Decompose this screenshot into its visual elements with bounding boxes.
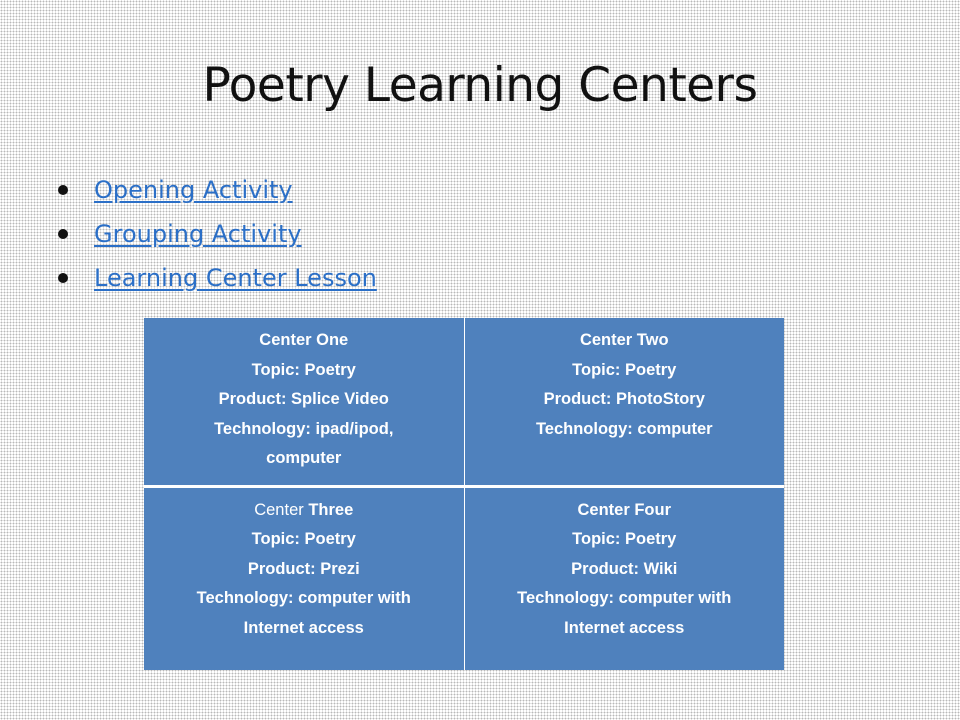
bullet-icon — [58, 273, 68, 283]
center-four-cell — [464, 486, 784, 670]
center-topic: Topic: Poetry — [251, 360, 356, 379]
list-item — [58, 256, 377, 300]
center-three-cell — [144, 486, 464, 670]
center-one-cell — [144, 318, 464, 486]
centers-table — [144, 318, 784, 670]
bullet-icon — [58, 229, 68, 239]
center-name: Center One — [259, 331, 349, 349]
center-product: Product: PhotoStory — [543, 390, 705, 408]
center-technology-continued: Internet access — [564, 618, 685, 637]
center-name-prefix: Center — [254, 500, 304, 519]
opening-activity-link[interactable]: Opening Activity — [94, 176, 293, 204]
center-name: Center Four — [577, 500, 671, 519]
list-item — [58, 212, 377, 256]
center-product: Product: Splice Video — [218, 390, 389, 408]
link-list — [58, 168, 377, 300]
table-row — [144, 318, 784, 486]
list-item — [58, 168, 377, 212]
center-topic: Topic: Poetry — [572, 530, 677, 548]
center-topic: Topic: Poetry — [251, 530, 356, 548]
center-product: Product: Wiki — [571, 559, 678, 578]
grouping-activity-link[interactable]: Grouping Activity — [94, 220, 302, 248]
center-name — [154, 496, 454, 526]
center-name: Center Two — [579, 331, 669, 349]
slide-title: Poetry Learning Centers — [202, 58, 758, 113]
center-product: Product: Prezi — [247, 559, 360, 578]
learning-center-lesson-link[interactable]: Learning Center Lesson — [94, 264, 377, 292]
center-technology-continued: Internet access — [243, 618, 364, 637]
center-technology-continued: computer — [266, 449, 342, 467]
center-technology: Technology: computer with — [517, 589, 732, 607]
center-two-cell — [464, 318, 784, 486]
center-technology: Technology: computer with — [196, 589, 411, 607]
center-technology: Technology: ipad/ipod, — [214, 419, 394, 438]
bullet-icon — [58, 185, 68, 195]
center-topic: Topic: Poetry — [572, 360, 677, 379]
center-name-suffix: Three — [308, 500, 354, 519]
center-technology: Technology: computer — [535, 419, 713, 438]
table-row — [144, 486, 784, 670]
